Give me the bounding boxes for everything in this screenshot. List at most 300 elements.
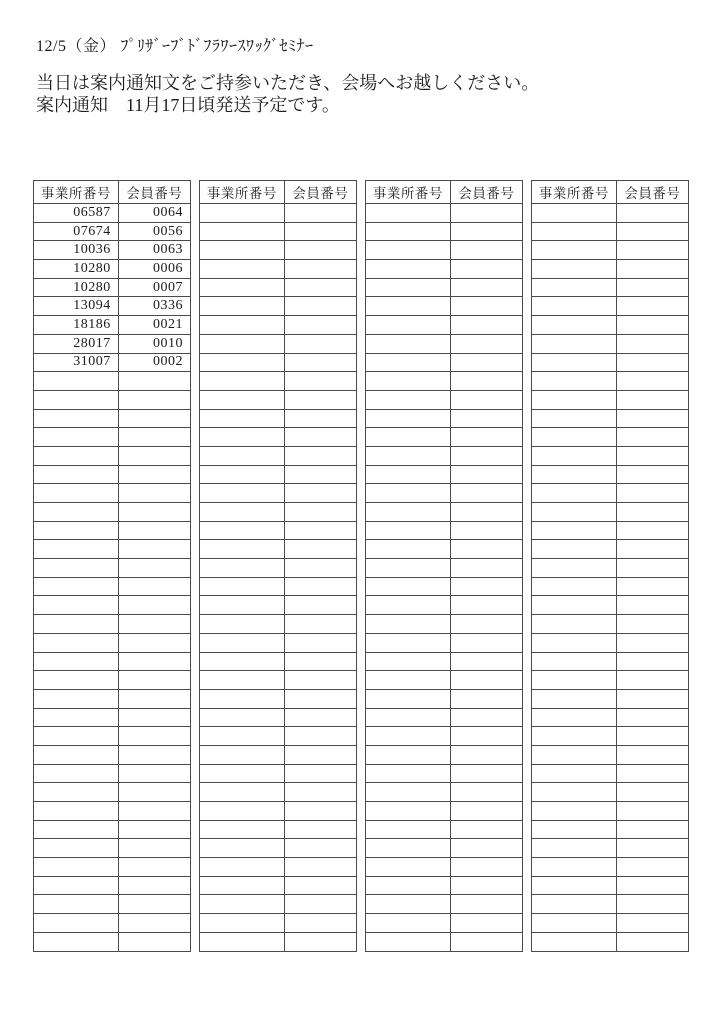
member-number-cell <box>284 708 356 727</box>
table-row <box>34 596 191 615</box>
member-number-cell <box>616 372 688 391</box>
member-number-cell: 0010 <box>118 334 190 353</box>
table-row <box>366 708 523 727</box>
table-row <box>366 278 523 297</box>
member-number-cell <box>450 895 522 914</box>
office-number-cell <box>366 540 451 559</box>
office-number-cell <box>200 372 285 391</box>
office-number-cell <box>200 858 285 877</box>
table-row <box>34 521 191 540</box>
table-row <box>366 446 523 465</box>
member-number-cell <box>118 596 190 615</box>
member-number-cell <box>118 484 190 503</box>
table-row <box>200 708 357 727</box>
member-number-cell <box>284 839 356 858</box>
member-number-cell <box>616 409 688 428</box>
office-number-cell <box>34 802 119 821</box>
member-number-cell <box>118 895 190 914</box>
table-row <box>532 764 689 783</box>
office-number-cell <box>366 521 451 540</box>
table-row <box>34 241 191 260</box>
member-number-cell <box>118 409 190 428</box>
office-number-cell <box>200 895 285 914</box>
table-row <box>200 297 357 316</box>
office-number-header: 事業所番号 <box>366 181 451 204</box>
event-title: 12/5（金） ﾌﾟﾘｻﾞｰﾌﾞﾄﾞﾌﾗﾜｰｽﾜｯｸﾞｾﾐﾅｰ <box>36 38 314 55</box>
office-number-cell <box>200 484 285 503</box>
table-row <box>200 633 357 652</box>
member-number-cell: 0021 <box>118 316 190 335</box>
office-number-cell <box>532 783 617 802</box>
table-row <box>532 802 689 821</box>
office-number-cell <box>366 353 451 372</box>
table-row <box>34 876 191 895</box>
member-number-cell <box>616 932 688 951</box>
member-number-cell <box>450 820 522 839</box>
office-number-cell: 07674 <box>34 222 119 241</box>
table-row <box>200 260 357 279</box>
table-row <box>532 484 689 503</box>
table-row <box>34 559 191 578</box>
office-number-cell <box>200 260 285 279</box>
table-row <box>366 820 523 839</box>
member-number-cell <box>284 465 356 484</box>
table-row <box>532 820 689 839</box>
member-number-cell <box>284 446 356 465</box>
member-number-cell <box>118 689 190 708</box>
office-number-cell <box>34 708 119 727</box>
office-number-cell <box>366 839 451 858</box>
member-number-cell <box>284 914 356 933</box>
office-number-header: 事業所番号 <box>34 181 119 204</box>
member-number-cell <box>284 484 356 503</box>
member-number-cell: 0063 <box>118 241 190 260</box>
table-row <box>532 204 689 223</box>
office-number-cell <box>366 484 451 503</box>
member-number-cell <box>450 260 522 279</box>
member-number-cell <box>450 689 522 708</box>
office-number-cell <box>34 521 119 540</box>
office-number-cell <box>532 465 617 484</box>
table-row <box>200 876 357 895</box>
office-number-cell <box>532 390 617 409</box>
table-row <box>366 353 523 372</box>
member-number-cell <box>450 521 522 540</box>
office-number-cell <box>34 577 119 596</box>
member-number-cell: 0336 <box>118 297 190 316</box>
table-row <box>532 858 689 877</box>
member-number-tables <box>33 180 689 952</box>
office-number-cell: 10280 <box>34 278 119 297</box>
office-number-cell <box>366 446 451 465</box>
office-number-cell <box>366 615 451 634</box>
office-number-cell <box>34 839 119 858</box>
table-row <box>532 316 689 335</box>
table-row <box>34 802 191 821</box>
member-number-header: 会員番号 <box>616 181 688 204</box>
table-row <box>366 540 523 559</box>
document-header <box>36 33 539 116</box>
table-row <box>200 446 357 465</box>
member-number-cell <box>450 353 522 372</box>
member-number-cell <box>284 559 356 578</box>
office-number-cell <box>34 820 119 839</box>
member-number-cell <box>284 764 356 783</box>
member-number-cell <box>450 503 522 522</box>
table-row <box>34 727 191 746</box>
office-number-cell <box>366 708 451 727</box>
office-number-cell <box>200 615 285 634</box>
table-row <box>532 353 689 372</box>
office-number-cell <box>200 671 285 690</box>
table-row <box>366 727 523 746</box>
table-row <box>34 633 191 652</box>
office-number-cell <box>200 820 285 839</box>
member-number-cell <box>450 577 522 596</box>
member-number-cell <box>616 876 688 895</box>
table-row <box>532 839 689 858</box>
member-number-cell <box>616 278 688 297</box>
office-number-cell <box>200 428 285 447</box>
office-number-cell <box>532 914 617 933</box>
table-row <box>200 503 357 522</box>
table-row <box>34 783 191 802</box>
office-number-cell <box>34 615 119 634</box>
member-number-cell <box>118 820 190 839</box>
office-number-cell <box>34 409 119 428</box>
office-number-cell <box>34 858 119 877</box>
member-number-cell <box>450 596 522 615</box>
table-row <box>532 559 689 578</box>
member-number-cell <box>118 633 190 652</box>
table-row <box>366 372 523 391</box>
table-row <box>200 278 357 297</box>
table-row <box>532 577 689 596</box>
member-number-cell <box>118 428 190 447</box>
office-number-cell <box>34 895 119 914</box>
office-number-cell <box>200 727 285 746</box>
member-number-cell <box>284 297 356 316</box>
table-row <box>200 204 357 223</box>
table-row <box>34 297 191 316</box>
member-number-cell <box>616 316 688 335</box>
member-table-2 <box>199 180 357 952</box>
office-number-cell <box>200 446 285 465</box>
office-number-cell <box>200 297 285 316</box>
table-row <box>366 484 523 503</box>
office-number-cell <box>532 559 617 578</box>
member-number-cell <box>616 260 688 279</box>
office-number-cell <box>200 783 285 802</box>
table-row <box>532 222 689 241</box>
office-number-cell <box>200 353 285 372</box>
member-number-cell <box>118 652 190 671</box>
member-number-cell <box>450 652 522 671</box>
table-row <box>532 409 689 428</box>
member-number-cell <box>450 745 522 764</box>
table-row <box>34 428 191 447</box>
member-number-cell <box>450 465 522 484</box>
table-row <box>532 428 689 447</box>
table-row <box>366 652 523 671</box>
office-number-cell <box>366 503 451 522</box>
member-number-cell <box>450 633 522 652</box>
table-row <box>532 652 689 671</box>
office-number-cell <box>532 204 617 223</box>
member-number-cell <box>118 802 190 821</box>
table-row <box>34 204 191 223</box>
office-number-cell <box>200 876 285 895</box>
office-number-cell <box>532 484 617 503</box>
member-table-4 <box>531 180 689 952</box>
office-number-cell <box>366 895 451 914</box>
member-number-cell <box>284 615 356 634</box>
table-row <box>200 540 357 559</box>
member-number-cell <box>284 745 356 764</box>
member-number-header: 会員番号 <box>450 181 522 204</box>
office-number-header: 事業所番号 <box>200 181 285 204</box>
office-number-cell <box>34 484 119 503</box>
office-number-cell <box>366 372 451 391</box>
member-number-cell <box>284 671 356 690</box>
table-row <box>200 521 357 540</box>
office-number-cell <box>200 802 285 821</box>
office-number-cell: 06587 <box>34 204 119 223</box>
office-number-cell <box>366 633 451 652</box>
member-number-cell <box>616 428 688 447</box>
office-number-cell <box>366 334 451 353</box>
member-number-cell <box>284 876 356 895</box>
member-table-3 <box>365 180 523 952</box>
member-number-cell <box>450 316 522 335</box>
table-row <box>34 353 191 372</box>
office-number-cell <box>366 222 451 241</box>
member-number-cell <box>450 802 522 821</box>
table-row <box>200 783 357 802</box>
member-number-cell <box>284 503 356 522</box>
office-number-cell <box>532 372 617 391</box>
office-number-cell: 28017 <box>34 334 119 353</box>
member-number-cell <box>118 839 190 858</box>
table-row <box>34 858 191 877</box>
office-number-cell <box>34 503 119 522</box>
table-row <box>532 596 689 615</box>
table-row <box>366 241 523 260</box>
office-number-cell <box>200 764 285 783</box>
office-number-cell <box>34 390 119 409</box>
table-row <box>34 390 191 409</box>
member-number-cell <box>118 764 190 783</box>
table-row <box>532 521 689 540</box>
table-row <box>532 689 689 708</box>
office-number-cell <box>200 465 285 484</box>
office-number-cell <box>532 260 617 279</box>
member-number-cell <box>616 689 688 708</box>
table-row <box>532 745 689 764</box>
table-row <box>366 633 523 652</box>
office-number-cell <box>532 633 617 652</box>
table-row <box>532 372 689 391</box>
office-number-cell: 10036 <box>34 241 119 260</box>
table-row <box>532 446 689 465</box>
office-number-cell <box>366 390 451 409</box>
member-number-header: 会員番号 <box>284 181 356 204</box>
table-header-row <box>366 181 523 204</box>
notice-text: 案内通知 11月17日頃発送予定です。 <box>36 95 340 115</box>
office-number-cell <box>532 297 617 316</box>
table-row <box>532 876 689 895</box>
table-row <box>34 334 191 353</box>
member-number-cell <box>450 372 522 391</box>
member-number-cell <box>118 876 190 895</box>
office-number-cell <box>200 503 285 522</box>
office-number-cell <box>532 708 617 727</box>
office-number-cell <box>200 334 285 353</box>
table-row <box>34 316 191 335</box>
table-row <box>200 390 357 409</box>
member-number-cell <box>616 353 688 372</box>
member-number-cell <box>118 465 190 484</box>
table-row <box>366 783 523 802</box>
office-number-cell: 31007 <box>34 353 119 372</box>
office-number-cell <box>532 745 617 764</box>
table-row <box>34 652 191 671</box>
office-number-cell <box>366 559 451 578</box>
member-number-cell <box>284 802 356 821</box>
table-row <box>200 727 357 746</box>
member-number-cell: 0056 <box>118 222 190 241</box>
table-row <box>34 577 191 596</box>
table-row <box>200 409 357 428</box>
table-header-row <box>200 181 357 204</box>
office-number-cell <box>532 503 617 522</box>
table-row <box>200 241 357 260</box>
table-row <box>200 353 357 372</box>
office-number-cell <box>366 783 451 802</box>
table-row <box>34 503 191 522</box>
table-row <box>200 428 357 447</box>
table-row <box>366 260 523 279</box>
member-number-cell <box>284 577 356 596</box>
member-number-cell <box>450 839 522 858</box>
table-row <box>34 465 191 484</box>
member-number-cell <box>616 783 688 802</box>
office-number-cell <box>532 241 617 260</box>
office-number-cell <box>200 204 285 223</box>
office-number-cell <box>366 260 451 279</box>
table-row <box>200 484 357 503</box>
member-number-cell <box>616 334 688 353</box>
office-number-cell <box>532 652 617 671</box>
member-number-cell <box>450 428 522 447</box>
table-row <box>366 671 523 690</box>
table-row <box>34 446 191 465</box>
office-number-cell <box>366 409 451 428</box>
office-number-cell <box>34 914 119 933</box>
office-number-cell <box>532 316 617 335</box>
member-number-cell <box>616 727 688 746</box>
office-number-cell <box>200 222 285 241</box>
member-number-cell <box>450 858 522 877</box>
office-number-cell <box>200 596 285 615</box>
table-row <box>532 727 689 746</box>
office-number-cell <box>366 204 451 223</box>
member-number-cell <box>284 652 356 671</box>
office-number-cell <box>34 559 119 578</box>
member-number-cell <box>616 297 688 316</box>
member-number-cell <box>118 745 190 764</box>
member-number-cell <box>450 708 522 727</box>
office-number-cell <box>200 652 285 671</box>
office-number-cell <box>200 689 285 708</box>
office-number-cell <box>366 297 451 316</box>
member-number-cell <box>284 334 356 353</box>
table-row <box>200 652 357 671</box>
office-number-cell <box>532 727 617 746</box>
office-number-cell <box>366 932 451 951</box>
member-number-cell <box>118 540 190 559</box>
table-row <box>366 932 523 951</box>
table-row <box>200 316 357 335</box>
table-row <box>200 895 357 914</box>
member-number-cell <box>118 503 190 522</box>
table-row <box>200 577 357 596</box>
office-number-cell <box>532 334 617 353</box>
table-row <box>532 503 689 522</box>
table-row <box>200 671 357 690</box>
table-row <box>532 278 689 297</box>
office-number-cell <box>366 876 451 895</box>
table-row <box>532 297 689 316</box>
office-number-cell <box>366 671 451 690</box>
table-row <box>200 372 357 391</box>
member-number-cell <box>450 540 522 559</box>
office-number-cell <box>366 689 451 708</box>
member-number-cell <box>450 914 522 933</box>
member-number-cell <box>450 727 522 746</box>
office-number-cell <box>532 671 617 690</box>
table-row <box>366 745 523 764</box>
table-row <box>366 204 523 223</box>
office-number-cell <box>532 689 617 708</box>
table-row <box>34 540 191 559</box>
office-number-cell <box>34 540 119 559</box>
table-row <box>366 521 523 540</box>
table-row <box>366 297 523 316</box>
member-number-cell <box>450 671 522 690</box>
member-number-cell <box>284 372 356 391</box>
table-row <box>200 802 357 821</box>
office-number-cell <box>34 428 119 447</box>
member-number-cell <box>284 390 356 409</box>
member-number-cell <box>450 390 522 409</box>
office-number-cell <box>34 745 119 764</box>
member-number-cell <box>284 222 356 241</box>
table-row <box>532 260 689 279</box>
member-number-cell <box>450 334 522 353</box>
member-number-header: 会員番号 <box>118 181 190 204</box>
office-number-cell: 18186 <box>34 316 119 335</box>
table-row <box>200 596 357 615</box>
member-number-cell <box>284 204 356 223</box>
office-number-cell <box>200 316 285 335</box>
office-number-cell <box>366 745 451 764</box>
office-number-cell <box>366 577 451 596</box>
office-number-cell <box>34 876 119 895</box>
table-row <box>532 914 689 933</box>
table-header-row <box>532 181 689 204</box>
table-row <box>532 633 689 652</box>
